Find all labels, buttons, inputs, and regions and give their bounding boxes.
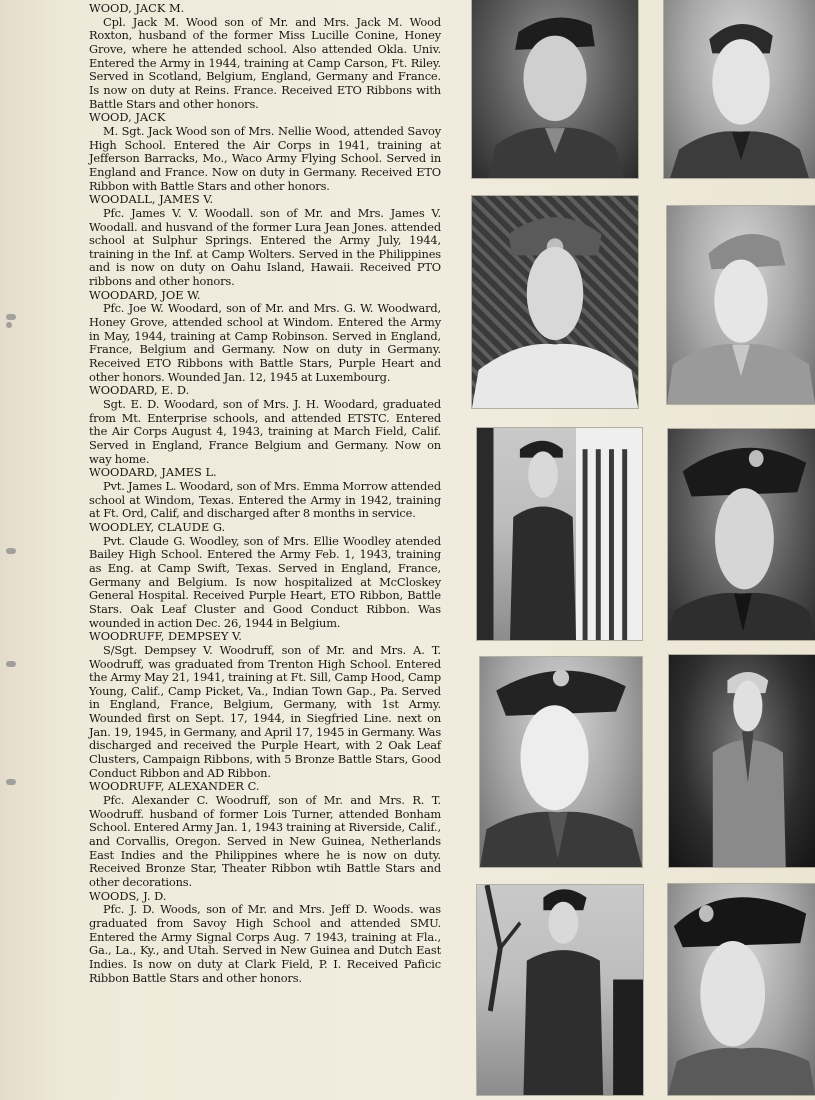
portrait-photo-wood-jack-m — [472, 0, 638, 178]
entry-woodard-james-l — [89, 466, 441, 521]
entry-woodruff-dempsey-v — [89, 630, 441, 780]
entry-name: WOODLEY, CLAUDE G. — [89, 519, 226, 534]
binding-holes — [0, 0, 30, 1100]
entry-name: WOODS, J. D. — [89, 888, 167, 903]
entry-body: Pfc. J. D. Woods, son of Mr. and Mrs. Jeff D. Woods. was graduated from Savoy High School and attended SMU. Entered the Army Signal Corps Aug. 7 1943, training at Fla., Ga., La., Ky., and Utah. Served in New Guinea and Dutch East Indies. Is now on duty at Clark Field, P. I. Received Paficic Ribbon Battle Stars and other honors. — [89, 902, 441, 985]
binding-mark — [6, 314, 16, 320]
portrait-photo-woodard-joe-w — [667, 206, 815, 404]
entry-woodard-e-d — [89, 384, 441, 466]
entry-body: Pfc. Alexander C. Woodruff, son of Mr. and Mrs. R. T. Woodruff. husband of former Lois Turner, attended Bonham School. Entered Army Jan. 1, 1943 training at Riverside, Calif., and Corvallis, Oregon. Served in New Guinea, Netherlands East Indies and the Philippines where he is now on duty. Received Bronze Star, Theater Ribbon wtih Battle Stars and other decorations. — [89, 793, 441, 889]
biography-column — [89, 2, 441, 1096]
entry-name: WOODARD, E. D. — [89, 383, 190, 398]
entry-name: WOODALL, JAMES V. — [89, 192, 214, 207]
binding-mark — [6, 322, 12, 328]
portrait-photo-wood-jack — [664, 0, 815, 178]
entry-woods-j-d — [89, 890, 441, 986]
binding-mark — [6, 548, 16, 554]
entry-wood-jack — [89, 111, 441, 193]
entry-body: Pvt. James L. Woodard, son of Mrs. Emma Morrow attended school at Windom, Texas. Entered the Army in 1942, training at Ft. Ord, Calif, and discharged after 8 months in service. — [89, 478, 441, 521]
entry-body: Sgt. E. D. Woodard, son of Mrs. J. H. Woodard, graduated from Mt. Enterprise schools, and attended ETSTC. Entered the Air Corps August 4, 1943, training at March Field, Calif. Served in England, France Belgium and Germany. Now on way home. — [89, 397, 441, 466]
entry-woodley-claude-g — [89, 521, 441, 630]
entry-woodall-james-v — [89, 193, 441, 289]
binding-mark — [6, 779, 16, 785]
entry-name: WOOD, JACK M. — [89, 1, 185, 15]
entry-body: Cpl. Jack M. Wood son of Mr. and Mrs. Jack M. Wood Roxton, husband of the former Miss Lucille Conine, Honey Grove, where he attended school. Also attended Okla. Univ. Entered the Army in 1944, training at Camp Carson, Ft. Riley. Served in Scotland, Belgium, England, Germany and France. Is now on duty at Reins. France. Received ETO Ribbons with Battle Stars and other honors. — [89, 14, 441, 111]
entry-body: Pvt. Claude G. Woodley, son of Mrs. Ellie Woodley atended Bailey High School. Entered the Army Feb. 1, 1943, training as Eng. at Camp Swift, Texas. Served in England, France, Germany and Belgium. Is now hospitalized at McCloskey General Hospital. Received Purple Heart, ETO Ribbon, Battle Stars. Oak Leaf Cluster and Good Conduct Ribbon. Was wounded in action Dec. 26, 1944 in Belgium. — [89, 533, 441, 630]
entry-name: WOODRUFF, DEMPSEY V. — [89, 629, 242, 644]
entry-woodard-joe-w — [89, 289, 441, 385]
portrait-photo-woodall-james-v — [472, 196, 638, 408]
portrait-photo-woodley-claude-g — [480, 657, 642, 867]
portrait-photo-woodruff-dempsey-v — [669, 655, 815, 867]
entry-name: WOODARD, JOE W. — [89, 287, 201, 302]
entry-wood-jack-m — [89, 2, 441, 111]
entry-name: WOODARD, JAMES L. — [89, 465, 217, 480]
entry-body: Pfc. James V. V. Woodall. son of Mr. and Mrs. James V. Woodall. and husvand of the former Lura Jean Jones. attended school at Sulphur Springs. Entered the Army July, 1944, training in the Inf. at Camp Wolters. Served in the Philippines and is now on duty on Oahu Island, Hawaii. Received PTO ribbons and other honors. — [89, 205, 441, 289]
entry-name: WOOD, JACK — [89, 110, 166, 125]
portrait-photo-woodruff-alexander-c — [477, 885, 643, 1095]
entry-body: M. Sgt. Jack Wood son of Mrs. Nellie Wood, attended Savoy High School. Entered the Air Corps in 1941, training at Jefferson Barracks, Mo., Waco Army Flying School. Served in England and France. Now on duty in Germany. Received ETO Ribbon with Battle Stars and other honors. — [89, 123, 441, 193]
entry-body: Pfc. Joe W. Woodard, son of Mr. and Mrs. G. W. Woodward, Honey Grove, attended school at Windom. Entered the Army in May, 1944, training at Camp Robinson. Served in England, France, Belgium and Germany. Now on duty in Germany. Received ETO Ribbons with Battle Stars, Purple Heart and other honors. Wounded Jan. 12, 1945 at Luxembourg. — [89, 301, 441, 384]
entry-name: WOODRUFF, ALEXANDER C. — [89, 779, 260, 794]
portrait-photo-woodard-james-l — [668, 429, 815, 640]
binding-mark — [6, 661, 16, 667]
entry-body: S/Sgt. Dempsey V. Woodruff, son of Mr. and Mrs. A. T. Woodruff, was graduated from Trenton High School. Entered the Army May 21, 1941, training at Ft. Sill, Camp Hood, Camp Young, Calif., Camp Picket, Va., Indian Town Gap., Pa. Served in England, France, Belgium, Germany, with 1st Army. Wounded first on Sept. 17, 1944, in Siegfried Line. next on Jan. 19, 1945, in Germany, and April 17, 1945 in Germany. Was discharged and received the Purple Heart, with 2 Oak Leaf Clusters, Campaign Ribbons, with 5 Bronze Battle Stars, Good Conduct Ribbon and AD Ribbon. — [89, 642, 442, 780]
portrait-photo-woods-j-d — [668, 884, 815, 1095]
portrait-photo-woodard-e-d — [477, 428, 642, 640]
entry-woodruff-alexander-c — [89, 780, 441, 889]
